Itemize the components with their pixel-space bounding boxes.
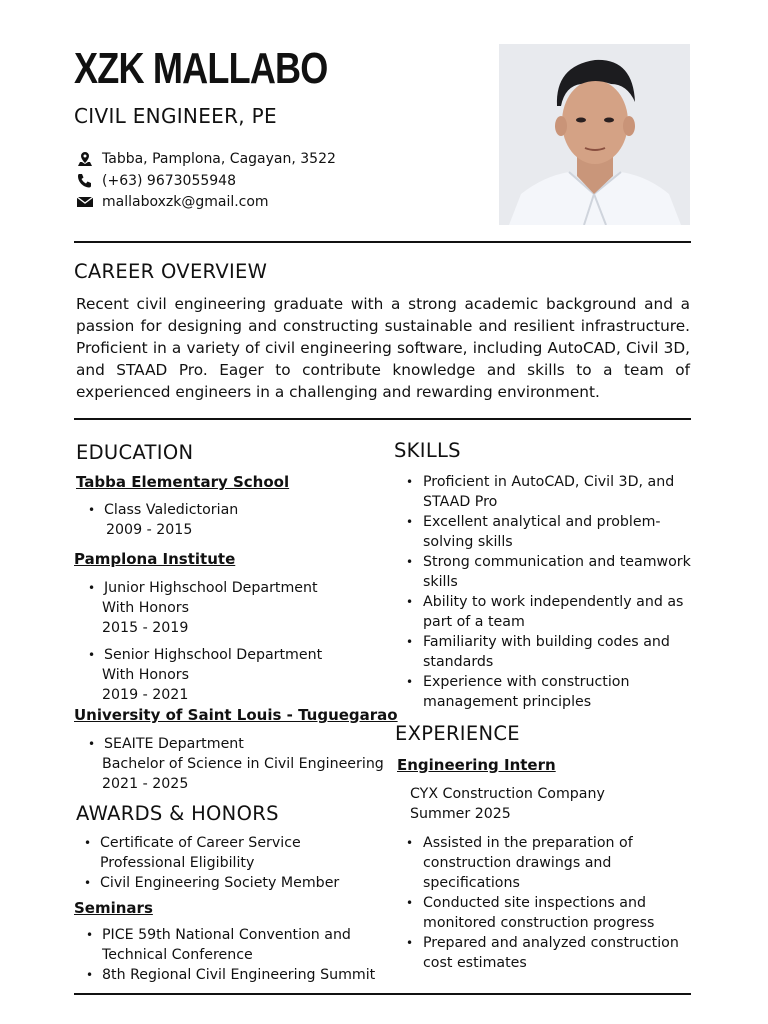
job-period: Summer 2025 xyxy=(410,806,511,822)
skill-item: • Familiarity with building codes and standards xyxy=(423,632,713,672)
email-line xyxy=(76,192,269,212)
phone-icon xyxy=(76,173,94,189)
location-icon xyxy=(76,151,94,167)
profile-photo xyxy=(499,44,690,225)
overview-paragraph: Recent civil engineering graduate with a strong academic background and a passion for designing and constructing sustainable and resilient infrastructure. Proficient in a variety of civil engineering software, including AutoCAD, Civil 3D, and STAAD Pro. Eager to contribute knowledge and skills to a team of experienced engineers in a challenging and rewarding environment. xyxy=(76,295,690,401)
candidate-title: CIVIL ENGINEER, PE xyxy=(74,104,277,128)
candidate-name: XZK MALLABO xyxy=(74,44,328,93)
skill-item: • Proficient in AutoCAD, Civil 3D, and STAAD Pro xyxy=(423,472,713,512)
divider-bottom xyxy=(74,993,691,995)
company-name: CYX Construction Company xyxy=(410,786,605,802)
email-text: mallaboxzk@gmail.com xyxy=(102,194,269,210)
seminar-item-continued: Technical Conference xyxy=(102,947,253,963)
education-degree: Bachelor of Science in Civil Engineering xyxy=(102,756,384,772)
skills-heading: SKILLS xyxy=(394,439,461,462)
school-name: Tabba Elementary School xyxy=(76,473,290,491)
seminars-heading: Seminars xyxy=(74,899,153,917)
seminar-item: • PICE 59th National Convention and xyxy=(102,925,351,945)
seminar-item: • 8th Regional Civil Engineering Summit xyxy=(102,965,375,985)
envelope-icon xyxy=(76,194,94,210)
duty-item: • Prepared and analyzed construction cost estimates xyxy=(423,933,713,973)
education-honor: With Honors xyxy=(102,600,189,616)
education-item: • Class Valedictorian xyxy=(104,500,238,520)
overview-heading: CAREER OVERVIEW xyxy=(74,260,268,283)
school-name: Pamplona Institute xyxy=(74,550,236,568)
skill-item: • Ability to work independently and as part of a team xyxy=(423,592,713,632)
job-title: Engineering Intern xyxy=(397,756,556,774)
skill-item: • Excellent analytical and problem- solving skills xyxy=(423,512,713,552)
divider-middle xyxy=(74,418,691,420)
address-text: Tabba, Pamplona, Cagayan, 3522 xyxy=(102,151,336,167)
education-years: 2009 - 2015 xyxy=(106,522,193,538)
phone-text: (+63) 9673055948 xyxy=(102,173,236,189)
awards-heading: AWARDS & HONORS xyxy=(76,802,279,825)
award-item-continued: Professional Eligibility xyxy=(100,855,255,871)
school-name: University of Saint Louis - Tuguegarao xyxy=(74,706,398,724)
phone-line xyxy=(76,171,236,191)
education-item: • SEAITE Department xyxy=(104,734,244,754)
divider-top xyxy=(74,241,691,243)
duties-list xyxy=(423,833,713,973)
duty-item: • Assisted in the preparation of construction drawings and specifications xyxy=(423,833,713,893)
award-item: • Certificate of Career Service xyxy=(100,833,301,853)
duty-item: • Conducted site inspections and monitored construction progress xyxy=(423,893,713,933)
experience-heading: EXPERIENCE xyxy=(395,722,520,745)
education-item: • Junior Highschool Department xyxy=(104,578,318,598)
skills-list xyxy=(423,472,713,712)
education-item: • Senior Highschool Department xyxy=(104,645,322,665)
education-years: 2019 - 2021 xyxy=(102,687,189,703)
address-line xyxy=(76,149,336,169)
education-years: 2015 - 2019 xyxy=(102,620,189,636)
skill-item: • Experience with construction management principles xyxy=(423,672,713,712)
education-honor: With Honors xyxy=(102,667,189,683)
education-years: 2021 - 2025 xyxy=(102,776,189,792)
award-item: • Civil Engineering Society Member xyxy=(100,873,339,893)
skill-item: • Strong communication and teamwork skills xyxy=(423,552,713,592)
education-heading: EDUCATION xyxy=(76,441,194,464)
